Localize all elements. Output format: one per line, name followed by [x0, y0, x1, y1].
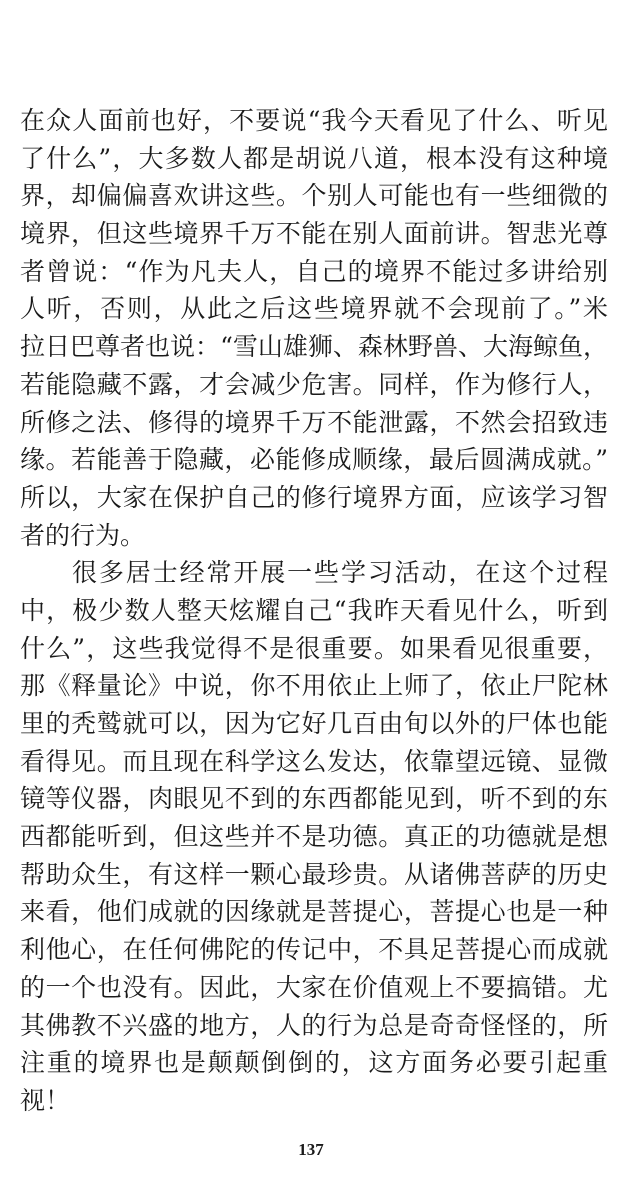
- text-line: 什么”，这些我觉得不是很重要。如果看见很重要，: [20, 633, 608, 663]
- text-line: 镜等仪器，肉眼见不到的东西都能见到，听不到的东: [20, 784, 608, 814]
- text-line: 注重的境界也是颠颠倒倒的，这方面务必要引起重: [20, 1048, 608, 1078]
- text-line: 那《释量论》中说，你不用依止上师了，依止尸陀林: [20, 671, 608, 701]
- text-line: 境界，但这些境界千万不能在别人面前讲。智悲光尊: [20, 219, 608, 249]
- text-line: 其佛教不兴盛的地方，人的行为总是奇奇怪怪的，所: [20, 1010, 608, 1040]
- text-line: 所以，大家在保护自己的修行境界方面，应该学习智: [20, 482, 608, 512]
- text-line: 视！: [20, 1085, 71, 1115]
- text-line: 者的行为。: [20, 520, 146, 550]
- text-line: 帮助众生，有这样一颗心最珍贵。从诸佛菩萨的历史: [20, 859, 608, 889]
- text-line: 来看，他们成就的因缘就是菩提心，菩提心也是一种: [20, 897, 608, 927]
- text-line: 西都能听到，但这些并不是功德。真正的功德就是想: [20, 822, 608, 852]
- text-line: 中，极少数人整天炫耀自己“我昨天看见什么，听到: [20, 595, 608, 625]
- page-number: 137: [298, 1140, 324, 1159]
- text-line: 人听，否则，从此之后这些境界就不会现前了。”米: [20, 294, 608, 324]
- text-line: 的一个也没有。因此，大家在价值观上不要搞错。尤: [20, 972, 608, 1002]
- body-text: [20, 102, 608, 1120]
- text-line: 所修之法、修得的境界千万不能泄露，不然会招致违: [20, 407, 608, 437]
- text-line: 了什么”，大多数人都是胡说八道，根本没有这种境: [20, 143, 608, 173]
- text-line: 看得见。而且现在科学这么发达，依靠望远镜、显微: [20, 746, 608, 776]
- text-line: 界，却偏偏喜欢讲这些。个别人可能也有一些细微的: [20, 181, 608, 211]
- text-line: 若能隐藏不露，才会减少危害。同样，作为修行人，: [20, 369, 608, 399]
- text-line: 缘。若能善于隐藏，必能修成顺缘，最后圆满成就。”: [20, 445, 608, 475]
- text-line: 利他心，在任何佛陀的传记中，不具足菩提心而成就: [20, 935, 608, 965]
- text-line: 很多居士经常开展一些学习活动，在这个过程: [72, 558, 608, 588]
- text-line: 者曾说：“作为凡夫人，自己的境界不能过多讲给别: [20, 256, 608, 286]
- text-line: 里的秃鹫就可以，因为它好几百由旬以外的尸体也能: [20, 709, 608, 738]
- text-line: 在众人面前也好，不要说“我今天看见了什么、听见: [20, 106, 608, 135]
- text-line: 拉日巴尊者也说：“雪山雄狮、森林野兽、大海鲸鱼，: [20, 332, 608, 362]
